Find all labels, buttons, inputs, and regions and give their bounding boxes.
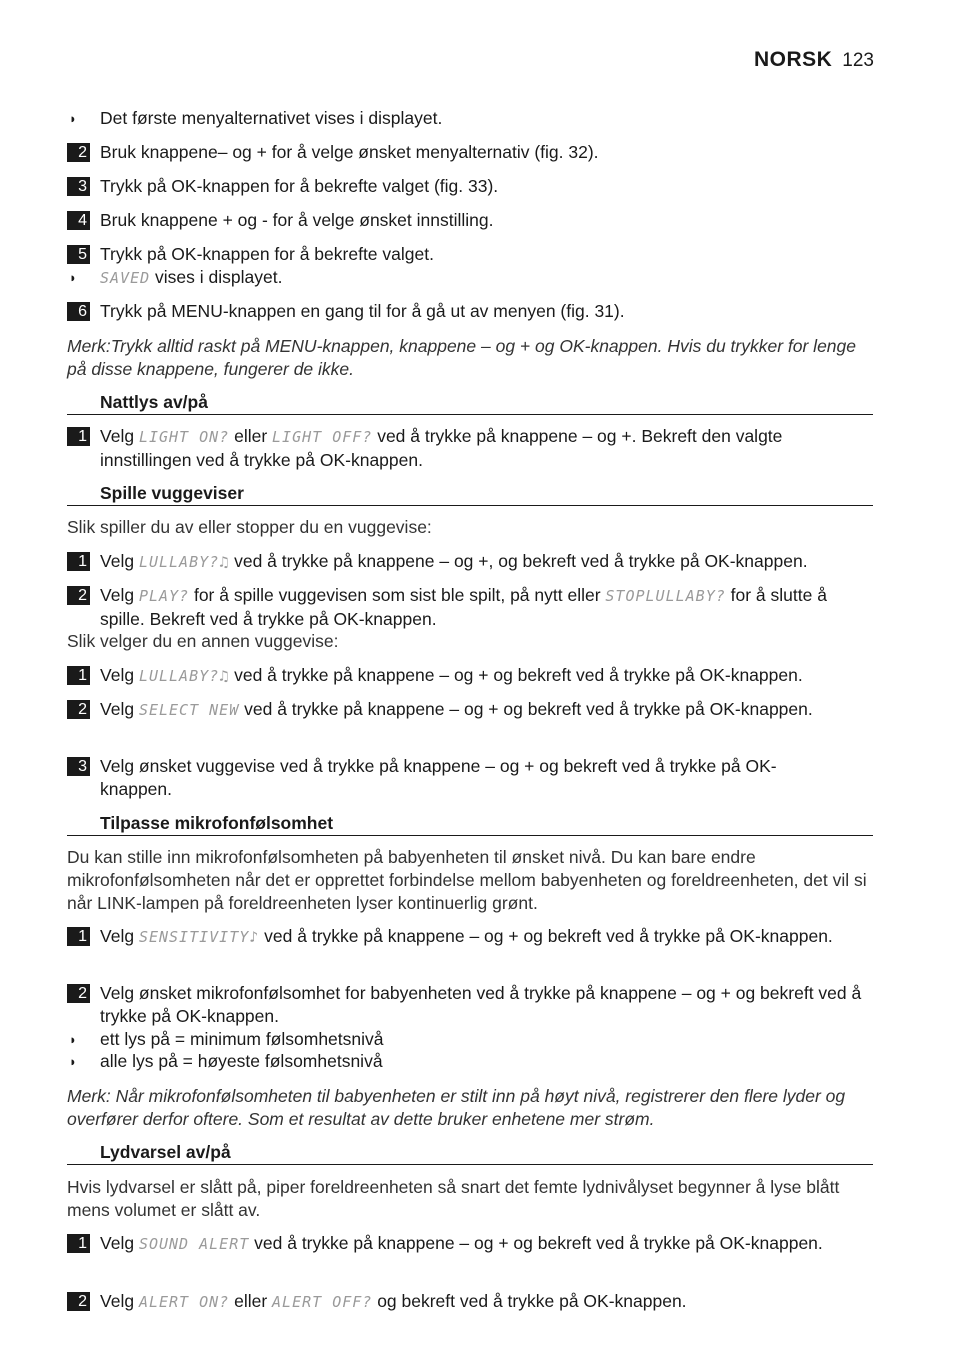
step-1: 1 Velg SENSITIVITY♪ ved å trykke på knappene – og + og bekreft ved å trykke på OK-knappen. [67, 925, 875, 949]
step-number: 2 [67, 586, 90, 605]
lcd-text: SELECT NEW [138, 701, 240, 719]
step-number: 4 [67, 211, 90, 230]
bullet-icon: ◗ [69, 111, 77, 126]
bullet-icon: ◗ [69, 270, 77, 285]
lcd-text: LULLABY?♫ [138, 667, 230, 685]
step-number: 2 [67, 1292, 90, 1311]
lcd-text: ALERT ON? [138, 1293, 230, 1311]
intro-text: Slik spiller du av eller stopper du en vuggevise: [67, 517, 432, 537]
step-3: 3 Velg ønsket vuggevise ved å trykke på knappene – og + og bekreft ved å trykke på OK-knappen. [67, 755, 875, 801]
step-2: 2 Velg SELECT NEW ved å trykke på knappene – og + og bekreft ved å trykke på OK-knappen. [67, 698, 875, 722]
lcd-text: SENSITIVITY♪ [138, 928, 260, 946]
step-number: 5 [67, 245, 90, 264]
list-item: ◗ alle lys på = høyeste følsomhetsnivå [69, 1051, 383, 1071]
lcd-text: LIGHT OFF? [272, 428, 373, 446]
step-number: 1 [67, 1234, 90, 1253]
section-heading-mikrofon: Tilpasse mikrofonfølsomhet [67, 812, 873, 836]
section-heading-nattlys: Nattlys av/på [67, 391, 873, 415]
step-number: 1 [67, 427, 90, 446]
section-heading-lydvarsel: Lydvarsel av/på [67, 1141, 873, 1165]
lcd-text: ALERT OFF? [272, 1293, 373, 1311]
lcd-text: PLAY? [138, 587, 190, 605]
lcd-text: STOPLULLABY? [605, 587, 726, 605]
note: Merk:Trykk alltid raskt på MENU-knappen, knappene – og + og OK-knappen. Hvis du trykker for lenge på disse knappene, fungerer de ikke. [67, 336, 857, 379]
step-1: 1 Velg SOUND ALERT ved å trykke på knappene – og + og bekreft ved å trykke på OK-knappen. [67, 1232, 875, 1256]
bullet-icon: ◗ [69, 1032, 77, 1047]
step-number: 1 [67, 552, 90, 571]
page-number: 123 [842, 50, 874, 71]
list-item: ◗ SAVED vises i displayet. [69, 267, 283, 287]
step-number: 3 [67, 757, 90, 776]
language-label: NORSK [753, 48, 833, 71]
lcd-text: SAVED [100, 269, 151, 287]
bullet-icon: ◗ [69, 1054, 77, 1069]
step-number: 1 [67, 666, 90, 685]
section-heading-vuggeviser: Spille vuggeviser [67, 482, 873, 506]
note: Merk: Når mikrofonfølsomheten til babyenheten er stilt inn på høyt nivå, registrerer den flere lyder og overfører derfor oftere. Som et resultat av dette bruker enhetene mer strøm. [67, 1086, 846, 1129]
step-4: 4 Bruk knappene + og - for å velge ønsket innstilling. [67, 209, 875, 232]
step-number: 3 [67, 177, 90, 196]
lcd-text: LIGHT ON? [138, 428, 230, 446]
step-number: 2 [67, 984, 90, 1003]
step-number: 6 [67, 302, 90, 321]
page-header [754, 48, 874, 72]
step-5: 5 Trykk på OK-knappen for å bekrefte valget. [67, 243, 875, 266]
step-2: 2 Velg ALERT ON? eller ALERT OFF? og bekreft ved å trykke på OK-knappen. [67, 1290, 875, 1314]
step-number: 1 [67, 927, 90, 946]
lcd-text: LULLABY?♫ [138, 553, 230, 571]
list-item: ◗ ett lys på = minimum følsomhetsnivå [69, 1029, 384, 1049]
step-3: 3 Trykk på OK-knappen for å bekrefte valget (fig. 33). [67, 175, 875, 198]
step-6: 6 Trykk på MENU-knappen en gang til for å gå ut av menyen (fig. 31). [67, 300, 875, 323]
lcd-text: SOUND ALERT [138, 1235, 250, 1253]
step-number: 2 [67, 700, 90, 719]
intro-text: Hvis lydvarsel er slått på, piper foreldreenheten så snart det femte lydnivålyset begynner å lyse blått mens volumet er slått av. [67, 1177, 840, 1220]
step-1: 1 Velg LULLABY?♫ ved å trykke på knappene – og +, og bekreft ved å trykke på OK-knappen. [67, 550, 875, 574]
intro-text: Du kan stille inn mikrofonfølsomheten på babyenheten til ønsket nivå. Du kan bare endre mikrofonfølsomheten når det er opprettet forbindelse mellom babyenheten og foreldreenheten, det vil si når LINK-lampen på foreldreenheten lyser kontinuerlig grønt. [67, 847, 867, 913]
step-1: 1 Velg LIGHT ON? eller LIGHT OFF? ved å trykke på knappene – og +. Bekreft den valgte innstillingen ved å trykke på OK-knappen. [67, 425, 875, 472]
intro-text: Slik velger du en annen vuggevise: [67, 631, 339, 651]
step-1: 1 Velg LULLABY?♫ ved å trykke på knappene – og + og bekreft ved å trykke på OK-knappen. [67, 664, 875, 688]
step-2: 2 Bruk knappene– og + for å velge ønsket menyalternativ (fig. 32). [67, 141, 875, 164]
list-item: ◗ Det første menyalternativet vises i displayet. [69, 108, 443, 128]
step-number: 2 [67, 143, 90, 162]
step-2: 2 Velg ønsket mikrofonfølsomhet for babyenheten ved å trykke på knappene – og + og bekreft ved å trykke på OK-knappen. [67, 982, 875, 1028]
step-2: 2 Velg PLAY? for å spille vuggevisen som sist ble spilt, på nytt eller STOPLULLABY? for å slutte å spille. Bekreft ved å trykke på OK-knappen. [67, 584, 875, 631]
